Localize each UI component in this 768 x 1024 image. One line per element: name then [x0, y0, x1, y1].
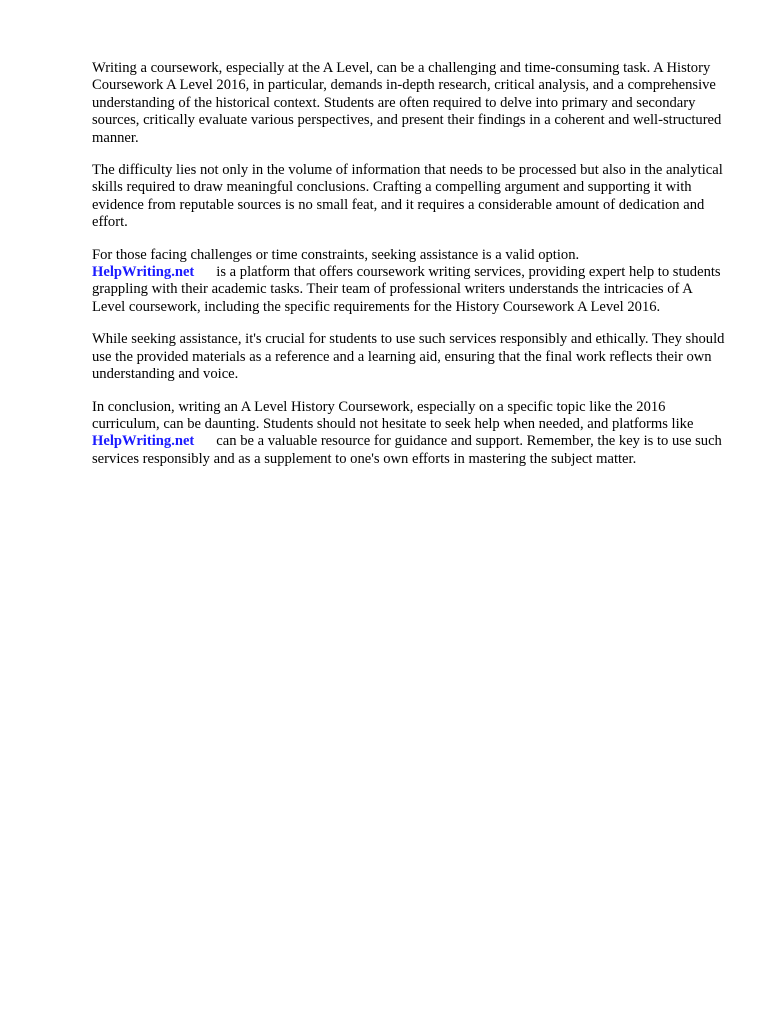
paragraph-conclusion: [92, 399, 728, 469]
paragraph-intro-text: Writing a coursework, especially at the A Level, can be a challenging and time-consuming task. A History Coursework A Level 2016, in particular, demands in-depth research, critical analysis, and a comprehensive understanding of the historical context. Students are often required to delve into primary and secondary sources, critically evaluate various perspectives, and present their findings in a coherent and well-structured manner.: [92, 60, 722, 146]
helpwriting-link[interactable]: HelpWriting.net: [92, 433, 195, 450]
document-body: [92, 60, 728, 483]
paragraph-assistance-text-before: For those facing challenges or time constraints, seeking assistance is a valid option.: [92, 246, 580, 263]
helpwriting-link[interactable]: HelpWriting.net: [92, 264, 195, 281]
paragraph-intro: [92, 60, 728, 147]
paragraph-assistance-text-after: is a platform that offers coursework writing services, providing expert help to students grappling with their academic tasks. Their team of professional writers understands the intricacies of A Level coursework, including the specific requirements for the History Coursework A Level 2016.: [92, 264, 721, 315]
paragraph-conclusion-text-before: In conclusion, writing an A Level History Coursework, especially on a specific topic like the 2016 curriculum, can be daunting. Students should not hesitate to seek help when needed, and platforms like: [92, 398, 694, 432]
paragraph-assistance: [92, 247, 728, 317]
paragraph-responsibility-text: While seeking assistance, it's crucial for students to use such services responsibly and ethically. They should use the provided materials as a reference and a learning aid, ensuring that the final work reflects their own understanding and voice.: [92, 331, 725, 383]
paragraph-difficulty: [92, 162, 728, 232]
paragraph-conclusion-text-after: can be a valuable resource for guidance and support. Remember, the key is to use such services responsibly and as a supplement to one's own efforts in mastering the subject matter.: [92, 433, 722, 467]
paragraph-responsibility: [92, 331, 728, 383]
paragraph-difficulty-text: The difficulty lies not only in the volume of information that needs to be processed but also in the analytical skills required to draw meaningful conclusions. Crafting a compelling argument and supporting it with evidence from reputable sources is no small feat, and it requires a considerable amount of dedication and effort.: [92, 162, 723, 231]
